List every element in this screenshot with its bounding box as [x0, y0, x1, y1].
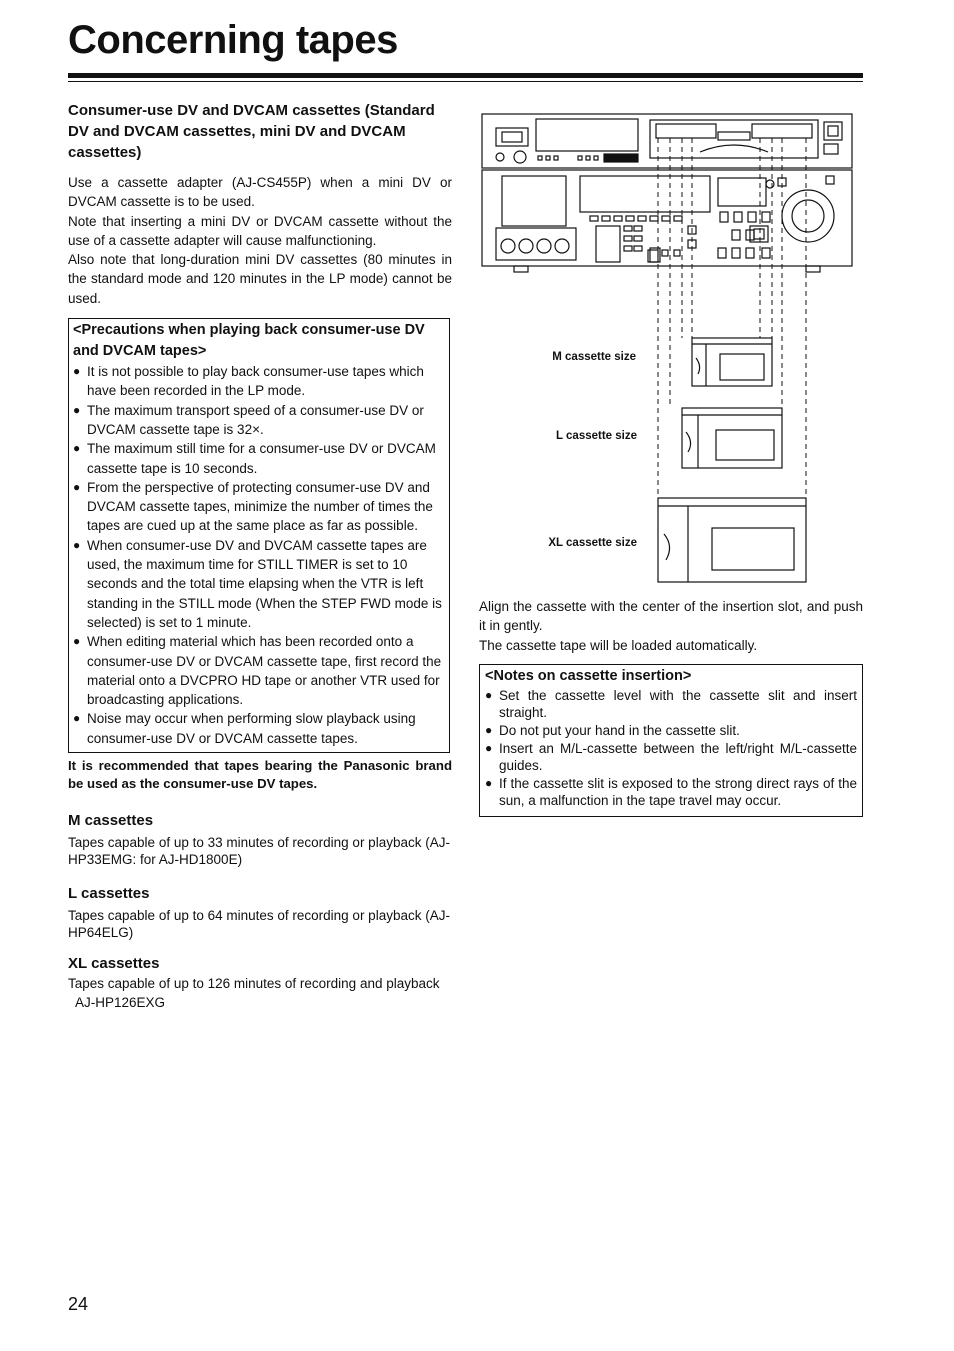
- page-title: Concerning tapes: [68, 18, 398, 62]
- vtr-cassette-figure: [478, 108, 862, 588]
- l-cassettes-heading: L cassettes: [68, 885, 150, 903]
- list-item: ● Insert an M/L-cassette between the left/right M/L-cassette guides.: [485, 740, 857, 775]
- notes-box: [479, 664, 863, 817]
- recommendation-note: It is recommended that tapes bearing the Panasonic brand be used as the consumer-use DV tapes.: [68, 758, 452, 792]
- list-item: ● Set the cassette level with the cassette slit and insert straight.: [485, 687, 857, 722]
- l-cassettes-text: Tapes capable of up to 64 minutes of recording or playback (AJ-HP64ELG): [68, 908, 450, 941]
- title-rule-thin: [68, 81, 863, 82]
- m-cassettes-text: Tapes capable of up to 33 minutes of recording or playback (AJ-HP33EMG: for AJ-HD1800E): [68, 835, 450, 868]
- xl-cassettes-heading: XL cassettes: [68, 955, 160, 973]
- loading-paragraph: The cassette tape will be loaded automatically.: [479, 637, 758, 653]
- paragraph-warning: Note that inserting a mini DV or DVCAM cassette without the use of a cassette adapter will cause malfunctioning.: [68, 213, 452, 248]
- list-item: ● The maximum still time for a consumer-use DV or DVCAM cassette tape is 10 seconds.: [73, 439, 445, 478]
- list-item: ● If the cassette slit is exposed to the strong direct rays of the sun, a malfunction in the tape travel may occur.: [485, 775, 857, 810]
- precautions-box: [68, 318, 450, 753]
- precautions-list: [73, 362, 445, 748]
- left-column: [68, 100, 452, 1013]
- xl-cassettes-text: Tapes capable of up to 126 minutes of recording and playback: [68, 976, 440, 992]
- notes-title: <Notes on cassette insertion>: [485, 667, 692, 684]
- list-item: ● Do not put your hand in the cassette slit.: [485, 722, 857, 740]
- xl-cassettes-model: AJ-HP126EXG: [75, 995, 166, 1011]
- title-rule: [68, 73, 863, 78]
- paragraph-adapter: Use a cassette adapter (AJ-CS455P) when a mini DV or DVCAM cassette is to be used.: [68, 175, 452, 210]
- m-cassette-size-label: M cassette size: [552, 351, 636, 363]
- list-item: ● Noise may occur when performing slow playback using consumer-use DV or DVCAM cassette tapes.: [73, 709, 445, 748]
- list-item: ● When consumer-use DV and DVCAM cassette tapes are used, the maximum time for STILL TIMER is set to 10 seconds and the total time elapsing when the VTR is left standing in the STILL mode (When the STEP FWD mode is selected) is set to 1 minute.: [73, 536, 445, 632]
- list-item: ● From the perspective of protecting consumer-use DV and DVCAM cassette tapes, minimize the number of times the tapes are cued up at the same place as far as possible.: [73, 478, 445, 536]
- list-item: ● When editing material which has been recorded onto a consumer-use DV or DVCAM cassette tape, first record the material onto a DVCPRO HD tape or another VTR used for broadcasting applications.: [73, 632, 445, 709]
- l-cassette-size-label: L cassette size: [556, 430, 637, 442]
- m-cassettes-heading: M cassettes: [68, 812, 154, 830]
- paragraph-long-duration: Also note that long-duration mini DV cassettes (80 minutes in the standard mode and 120 minutes in the LP mode) cannot be used.: [68, 252, 452, 306]
- page-number: 24: [68, 1294, 89, 1314]
- precautions-title: <Precautions when playing back consumer-use DV and DVCAM tapes>: [73, 322, 425, 360]
- notes-list: [485, 687, 857, 810]
- right-column: [479, 597, 863, 817]
- list-item: ● The maximum transport speed of a consumer-use DV or DVCAM cassette tape is 32×.: [73, 401, 445, 440]
- insertion-paragraph: Align the cassette with the center of the insertion slot, and push it in gently.: [479, 599, 863, 634]
- list-item: ● It is not possible to play back consumer-use tapes which have been recorded in the LP mode.: [73, 362, 445, 401]
- section-heading: Consumer-use DV and DVCAM cassettes (Standard DV and DVCAM cassettes, mini DV and DVCAM cassettes): [68, 102, 435, 161]
- xl-cassette-size-label: XL cassette size: [548, 537, 637, 549]
